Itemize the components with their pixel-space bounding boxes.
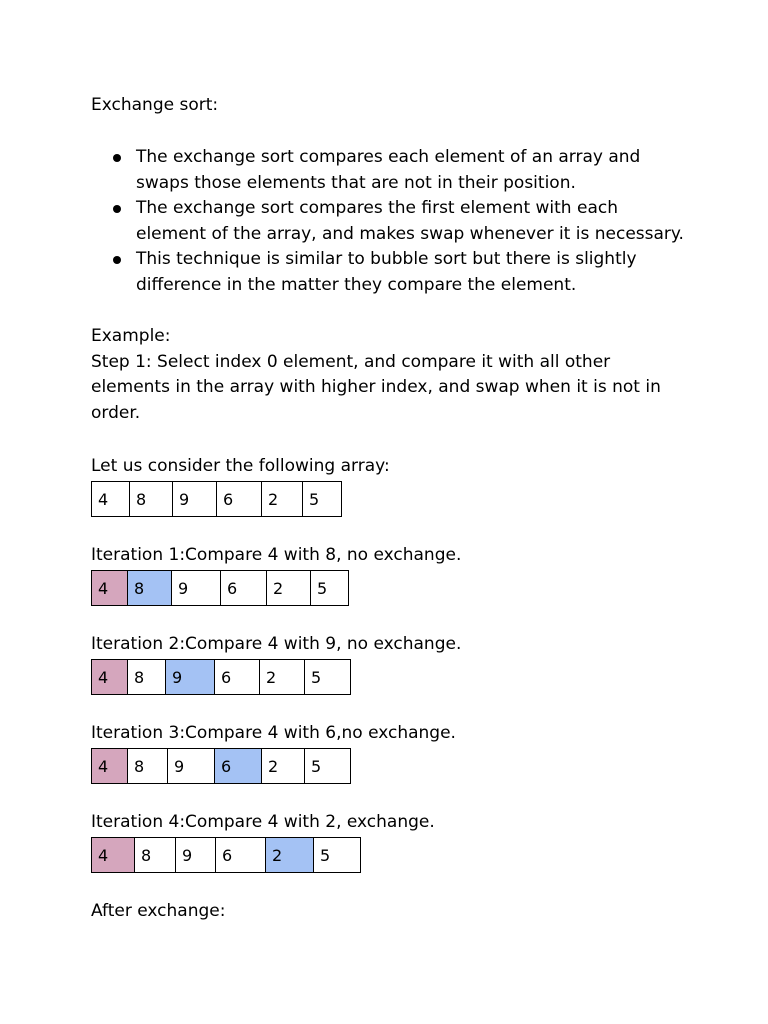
array-cell: 6 <box>215 660 260 694</box>
array-cell: 2 <box>260 660 305 694</box>
array-cell: 4 <box>92 660 128 694</box>
example-label: Example: <box>91 326 171 346</box>
step-line: Step 1: Select index 0 element, and compare it with all other <box>91 351 611 372</box>
array-cell: 9 <box>166 660 215 694</box>
bullet-line: The exchange sort compares the first element with each <box>136 198 618 219</box>
iteration-array <box>91 570 349 606</box>
bullet-item <box>91 145 731 196</box>
array-cell: 4 <box>92 482 130 516</box>
bullet-line: This technique is similar to bubble sort but there is slightly <box>136 249 637 270</box>
array-cell: 9 <box>176 838 216 872</box>
array-cell: 2 <box>266 838 314 872</box>
array-cell: 9 <box>173 482 217 516</box>
array-cell: 6 <box>215 749 262 783</box>
bullet-line: difference in the matter they compare the element. <box>136 274 577 295</box>
bullet-list <box>91 145 731 299</box>
array-cell: 9 <box>168 749 215 783</box>
bullet-item <box>91 247 731 298</box>
bullet-item <box>91 196 731 247</box>
array-cell: 4 <box>92 571 128 605</box>
array-cell: 5 <box>311 668 322 687</box>
array-cell: 6 <box>217 482 262 516</box>
array-cell: 5 <box>311 757 322 776</box>
section-title: Exchange sort: <box>91 95 219 115</box>
array-cell: 5 <box>309 490 320 509</box>
array-cell: 2 <box>267 571 311 605</box>
array-cell: 9 <box>172 571 221 605</box>
iteration-array <box>91 659 351 695</box>
array-cell: 8 <box>130 482 173 516</box>
array-cell: 8 <box>135 838 176 872</box>
bullet-line: The exchange sort compares each element of an array and <box>136 147 641 167</box>
array-cell: 6 <box>216 838 266 872</box>
array-cell: 8 <box>128 660 166 694</box>
array-cell: 2 <box>262 482 303 516</box>
bullet-dot-icon <box>113 205 121 213</box>
iteration-caption: Iteration 4:Compare 4 with 2, exchange. <box>91 812 435 832</box>
array-cell: 8 <box>128 571 172 605</box>
example-paragraph <box>91 324 731 426</box>
array-cell: 5 <box>320 846 331 865</box>
iteration-caption: Iteration 1:Compare 4 with 8, no exchange. <box>91 545 462 565</box>
bullet-line: swaps those elements that are not in their position. <box>136 172 576 193</box>
bullet-dot-icon <box>113 154 121 162</box>
array-cell: 8 <box>128 749 168 783</box>
iteration-caption: Iteration 2:Compare 4 with 9, no exchange. <box>91 634 462 654</box>
iteration-array <box>91 748 351 784</box>
after-exchange-label: After exchange: <box>91 901 226 921</box>
initial-array <box>91 481 342 517</box>
iteration-array <box>91 837 361 873</box>
step-line: order. <box>91 402 141 423</box>
step-line: elements in the array with higher index, and swap when it is not in <box>91 377 661 398</box>
array-cell: 2 <box>262 749 305 783</box>
array-cell: 5 <box>317 579 328 598</box>
iteration-caption: Iteration 3:Compare 4 with 6,no exchange. <box>91 723 456 743</box>
array-cell: 4 <box>92 749 128 783</box>
bullet-line: element of the array, and makes swap whenever it is necessary. <box>136 223 684 244</box>
consider-label: Let us consider the following array: <box>91 456 390 476</box>
bullet-dot-icon <box>113 256 121 264</box>
array-cell: 6 <box>221 571 267 605</box>
array-cell: 4 <box>92 838 135 872</box>
